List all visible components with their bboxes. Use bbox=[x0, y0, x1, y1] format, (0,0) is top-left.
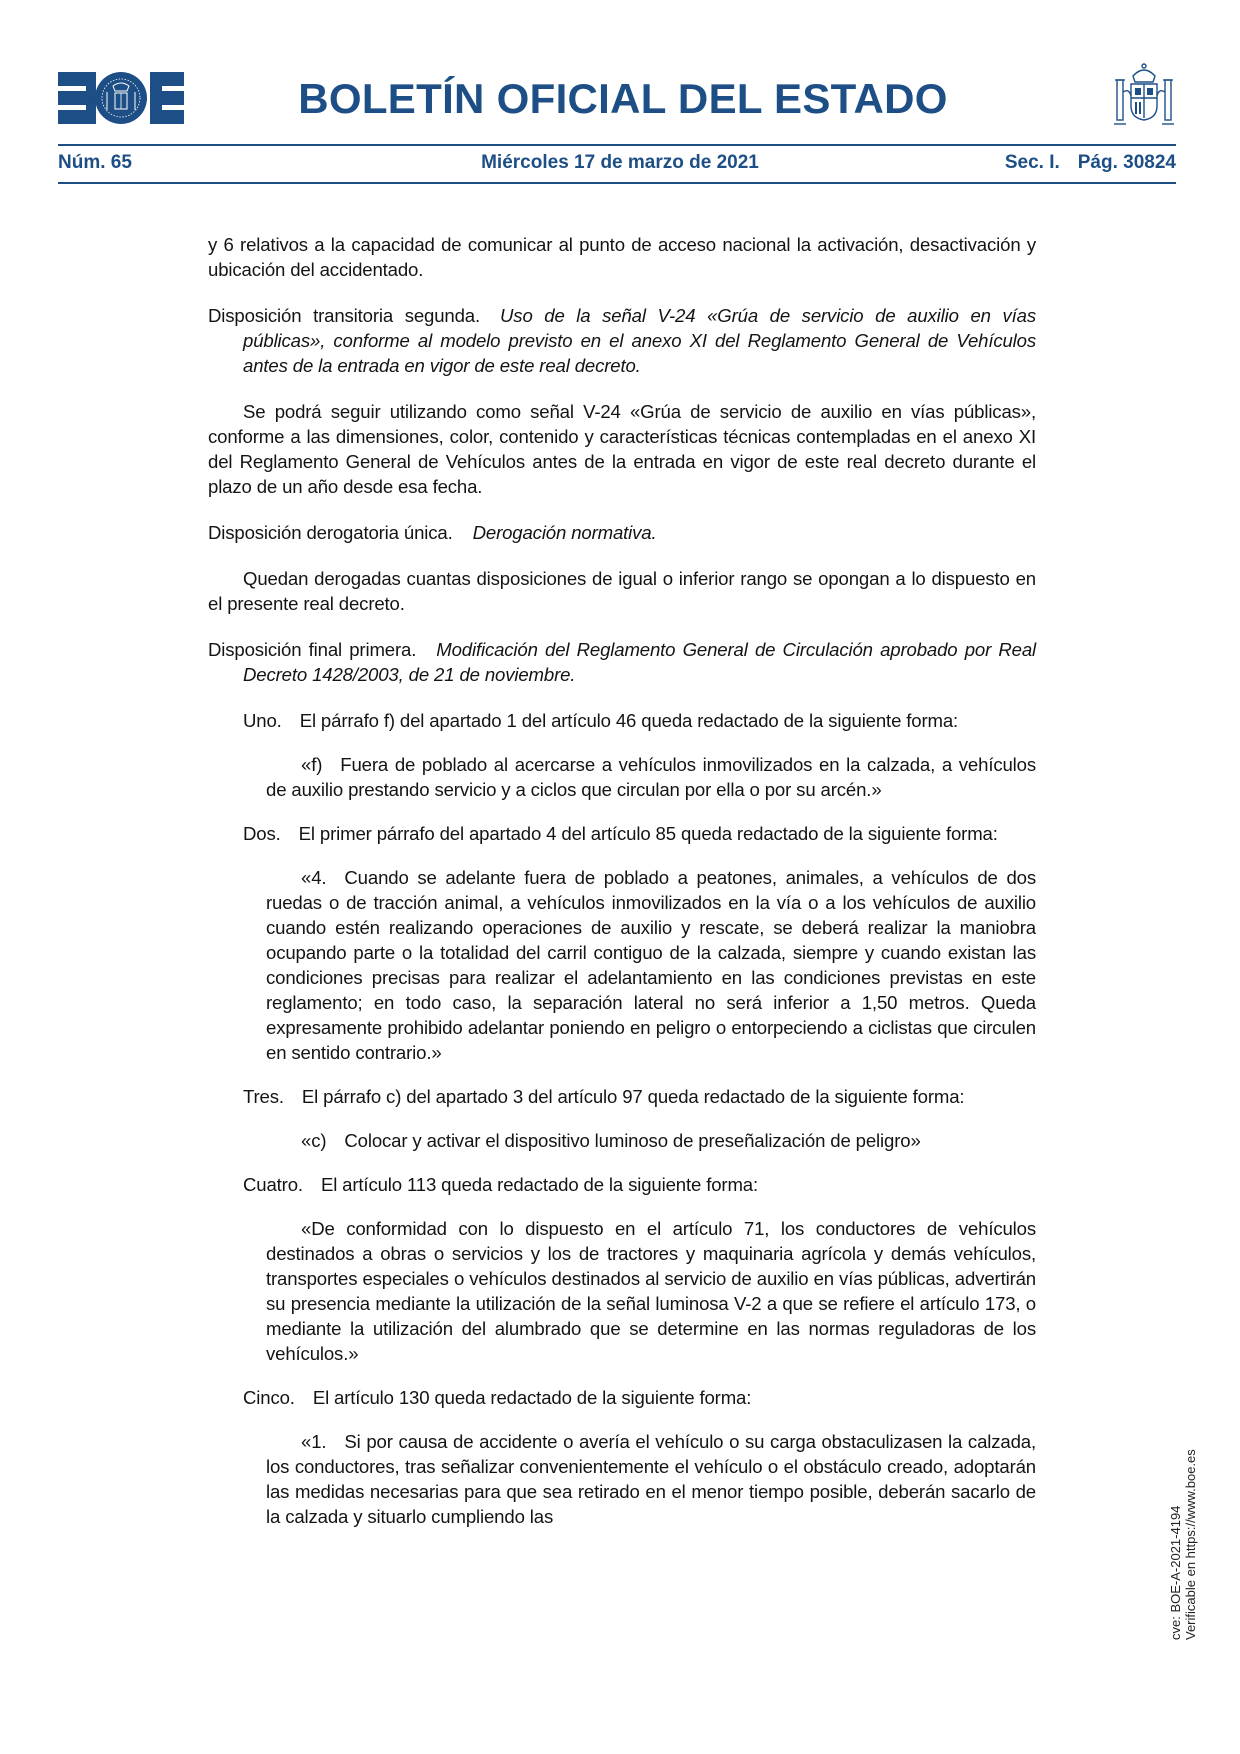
quote-label: «c) bbox=[301, 1130, 327, 1151]
amendment-quote-cinco bbox=[266, 1429, 1036, 1529]
provision-title: Modificación del Reglamento General de Circulación aprobado por Real Decreto 1428/2003, de 21 de noviembre. bbox=[243, 639, 1037, 685]
amendment-item-cuatro bbox=[208, 1172, 1036, 1197]
amendment-quote-tres bbox=[266, 1128, 1036, 1153]
item-text: El párrafo c) del apartado 3 del artículo 97 queda redactado de la siguiente forma: bbox=[301, 1086, 965, 1107]
amendment-item-tres bbox=[208, 1084, 1036, 1109]
item-label: Uno. bbox=[243, 710, 282, 731]
issue-number: Núm. 65 bbox=[58, 152, 132, 173]
quote-text: Colocar y activar el dispositivo luminoso de preseñalización de peligro» bbox=[344, 1130, 921, 1151]
bulletin-title: BOLETÍN OFICIAL DEL ESTADO bbox=[298, 75, 948, 122]
provision-label: Disposición final primera. bbox=[208, 639, 417, 660]
item-text: El artículo 113 queda redactado de la siguiente forma: bbox=[320, 1174, 758, 1195]
verification-note bbox=[1168, 1449, 1198, 1640]
transitoria-heading bbox=[208, 303, 1036, 378]
quote-label: «f) bbox=[301, 754, 323, 775]
verification-link[interactable]: Verificable en https://www.boe.es bbox=[1183, 1449, 1198, 1640]
item-label: Tres. bbox=[243, 1086, 284, 1107]
item-label: Cuatro. bbox=[243, 1174, 303, 1195]
quote-label: «1. bbox=[301, 1431, 327, 1452]
quote-text: Cuando se adelante fuera de poblado a peatones, animales, a vehículos de dos ruedas o de tracción animal, a vehículos inmovilizados en la vía o a los vehículos de auxilio cuando estén realizando operaciones de auxilio y rescate, se deberá realizar la maniobra ocupando parte o la totalidad del carril contiguo de la calzada, siempre y cuando existan las condiciones precisas para realizar el adelantamiento en las condiciones previstas en este reglamento; en todo caso, la separación lateral no será inferior a 1,50 metros. Queda expresamente prohibido adelantar poniendo en peligro o entorpeciendo a ciclistas que circulen en sentido contrario.» bbox=[266, 867, 1036, 1063]
provision-title: Derogación normativa. bbox=[472, 522, 657, 543]
item-text: El primer párrafo del apartado 4 del artículo 85 queda redactado de la siguiente forma: bbox=[298, 823, 998, 844]
amendment-quote-dos bbox=[266, 865, 1036, 1065]
header-rule-bottom bbox=[58, 182, 1176, 184]
issue-date: Miércoles 17 de marzo de 2021 bbox=[481, 152, 759, 173]
quote-text: Fuera de poblado al acercarse a vehículos inmovilizados en la calzada, a vehículos de auxilio prestando servicio y a ciclos que circulan por ella o por su arcén.» bbox=[266, 754, 1036, 800]
quote-label: «4. bbox=[301, 867, 327, 888]
amendment-quote-cuatro bbox=[266, 1216, 1036, 1366]
continuation-paragraph: y 6 relativos a la capacidad de comunicar al punto de acceso nacional la activación, desactivación y ubicación del accidentado. bbox=[208, 234, 1036, 280]
amendment-quote-uno bbox=[266, 752, 1036, 802]
quote-text: Si por causa de accidente o avería el vehículo o su carga obstaculizasen la calzada, los conductores, tras señalizar convenientemente el vehículo o el obstáculo creado, adoptarán las medidas necesarias para que sea retirado en el menor tiempo posible, deberán sacarlo de la calzada y situarlo cumpliendo las bbox=[266, 1431, 1036, 1527]
header-rule-top bbox=[58, 144, 1176, 146]
derogatoria-text: Quedan derogadas cuantas disposiciones de igual o inferior rango se opongan a lo dispuesto en el presente real decreto. bbox=[208, 568, 1036, 614]
item-label: Cinco. bbox=[243, 1387, 295, 1408]
quote-text: «De conformidad con lo dispuesto en el artículo 71, los conductores de vehículos destinados a obras o servicios y los de tractores y maquinaria agrícola y demás vehículos, transportes especiales o vehículos destinados al servicio de auxilio en vías públicas, advertirán su presencia mediante la utilización de la señal luminosa V-2 a que se refiere el artículo 173, o mediante la utilización del alumbrado que se determine en las normas reguladoras de los vehículos.» bbox=[266, 1218, 1036, 1364]
section-page bbox=[1005, 153, 1176, 172]
coat-of-arms-icon bbox=[1113, 62, 1175, 130]
item-text: El párrafo f) del apartado 1 del artículo 46 queda redactado de la siguiente forma: bbox=[299, 710, 959, 731]
section-label: Sec. I. bbox=[1004, 152, 1060, 173]
page-number: Pág. 30824 bbox=[1077, 152, 1176, 173]
amendment-item-cinco bbox=[208, 1385, 1036, 1410]
document-body bbox=[208, 232, 1036, 1548]
item-text: El artículo 130 queda redactado de la siguiente forma: bbox=[312, 1387, 752, 1408]
provision-label: Disposición derogatoria única. bbox=[208, 522, 453, 543]
derogatoria-heading bbox=[208, 520, 1036, 545]
final-primera-heading bbox=[208, 637, 1036, 687]
provision-label: Disposición transitoria segunda. bbox=[208, 305, 481, 326]
transitoria-text: Se podrá seguir utilizando como señal V-24 «Grúa de servicio de auxilio en vías públicas», conforme a las dimensiones, color, contenido y características técnicas contempladas en el anexo XI del Reglamento General de Vehículos antes de la entrada en vigor de este real decreto durante el plazo de un año desde esa fecha. bbox=[208, 401, 1036, 497]
amendment-item-uno bbox=[208, 708, 1036, 733]
provision-title: Uso de la señal V-24 «Grúa de servicio de auxilio en vías públicas», conforme al modelo previsto en el anexo XI del Reglamento General de Vehículos antes de la entrada en vigor de este real decreto. bbox=[243, 305, 1036, 376]
item-label: Dos. bbox=[243, 823, 281, 844]
cve-code: cve: BOE-A-2021-4194 bbox=[1168, 1505, 1183, 1640]
amendment-item-dos bbox=[208, 821, 1036, 846]
